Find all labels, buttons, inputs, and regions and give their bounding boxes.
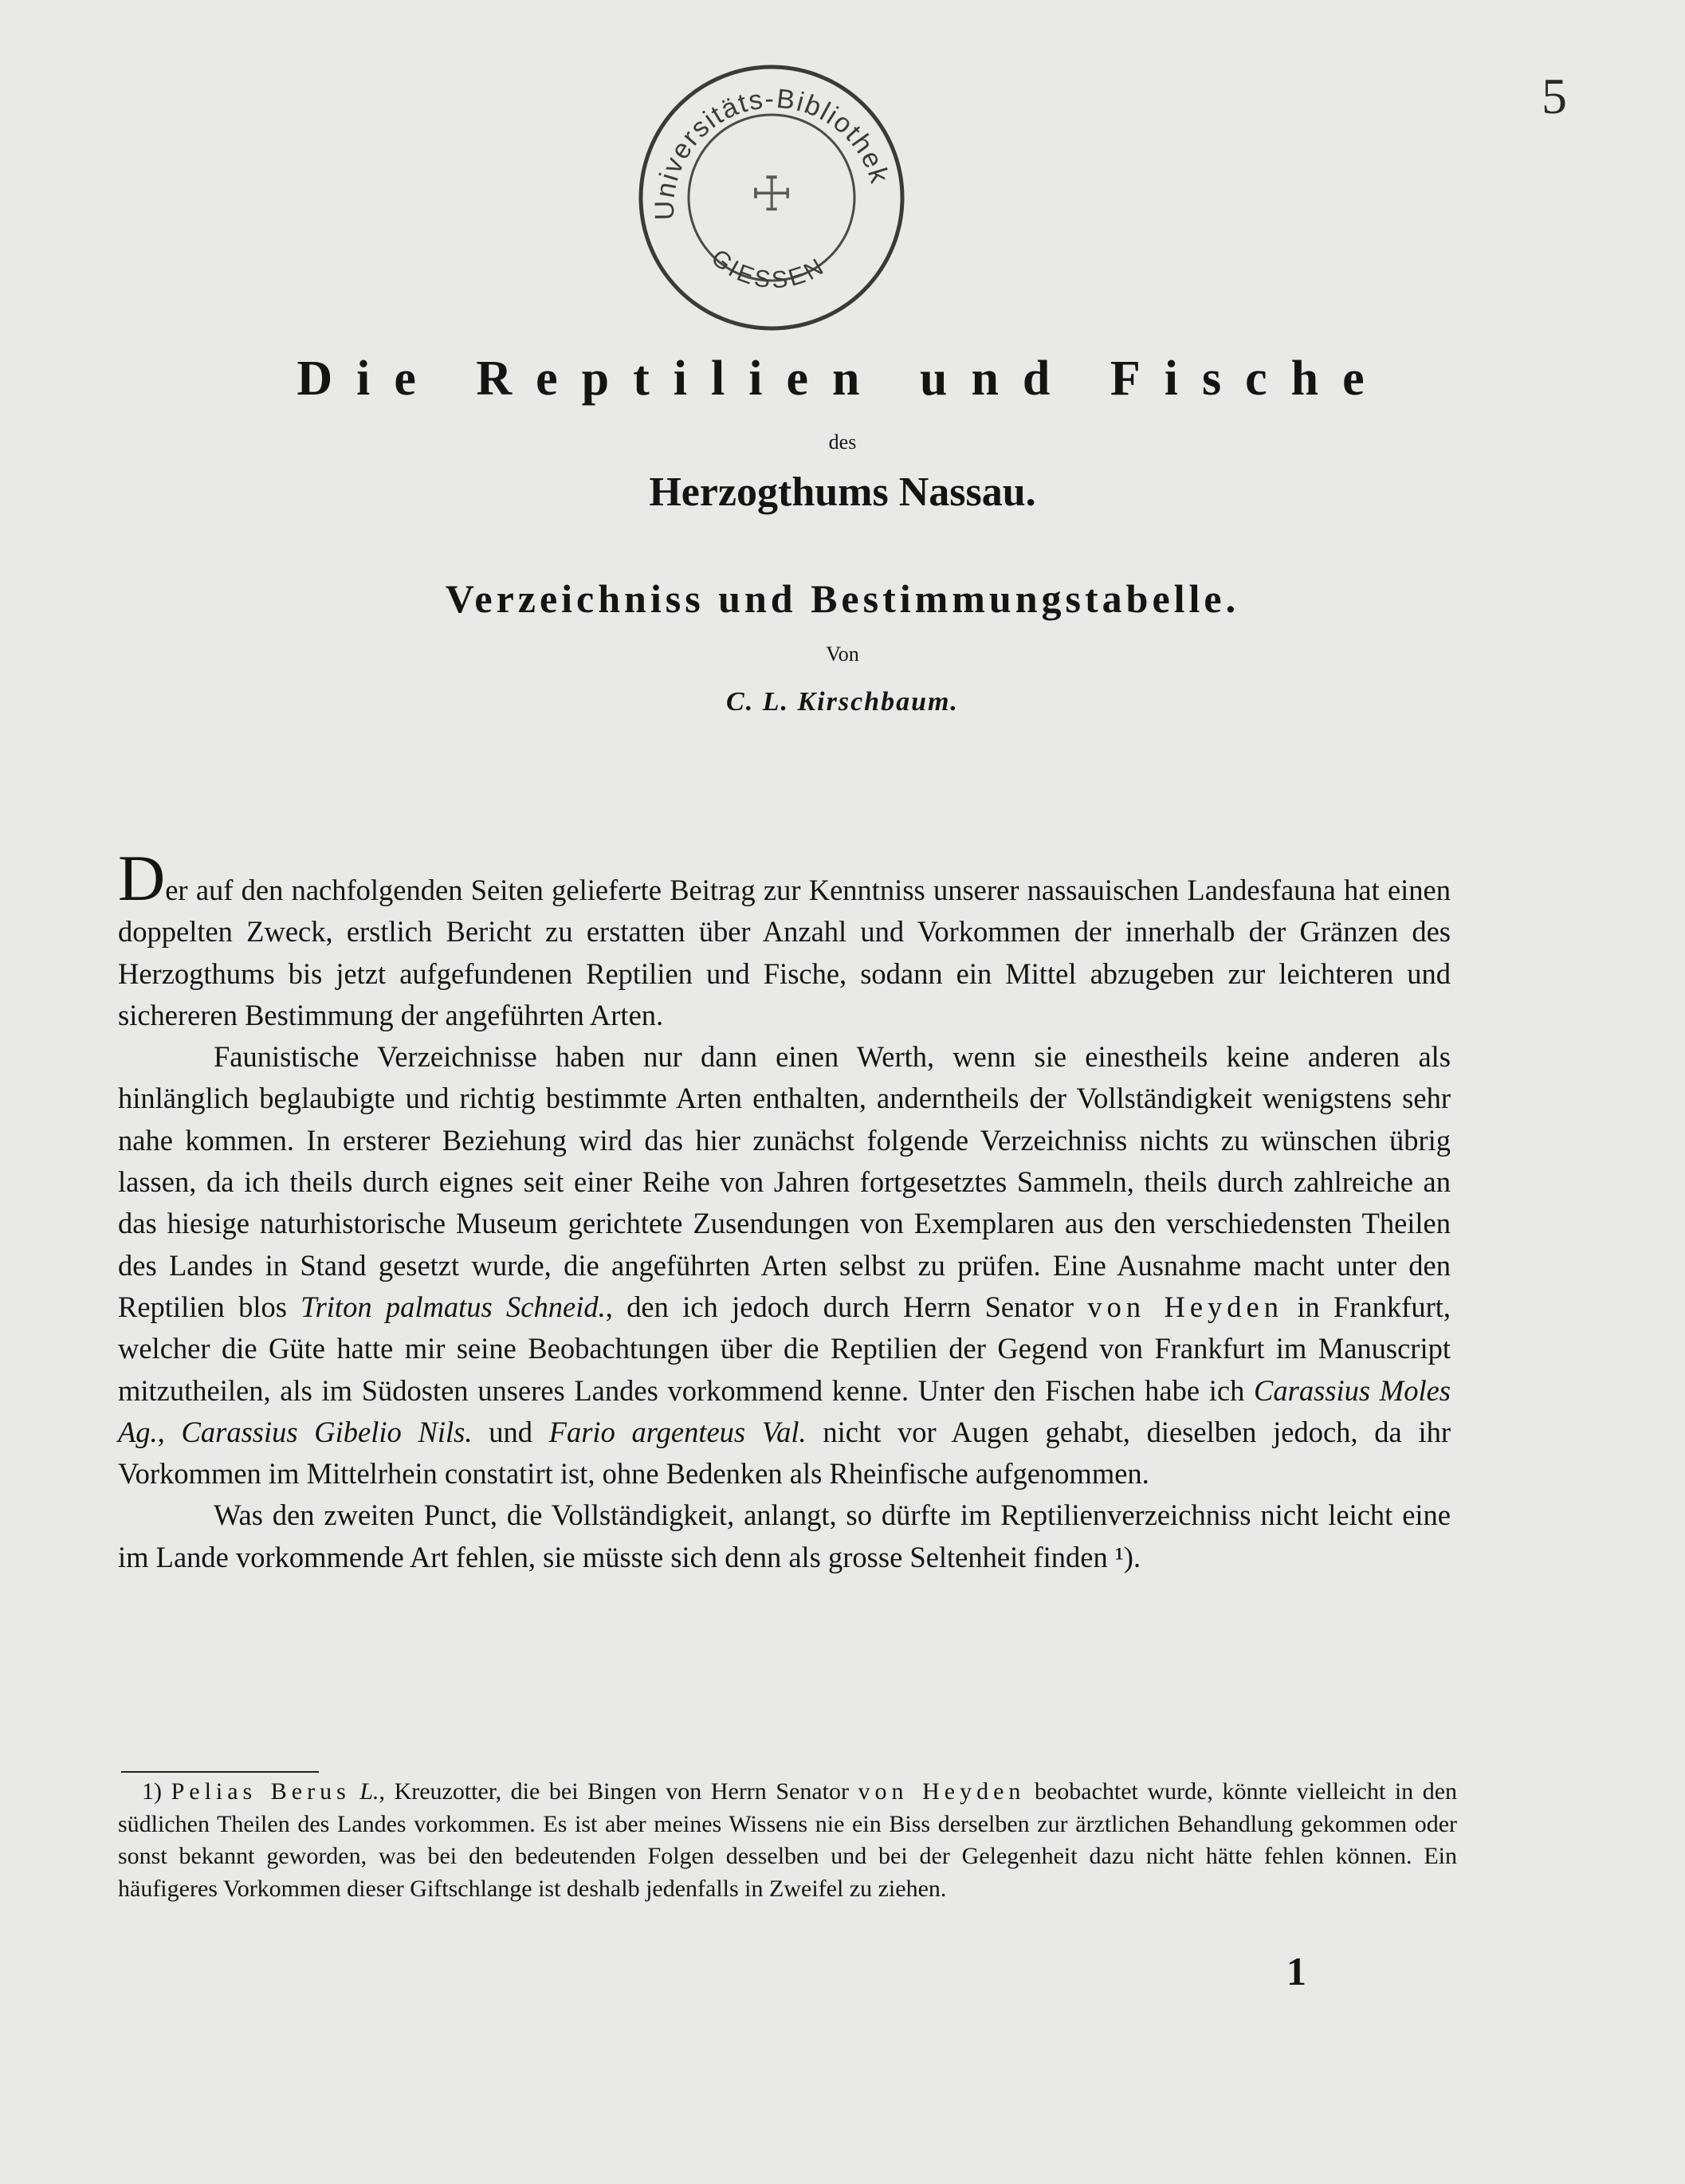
stamp-outer-text: Universitäts-Bibliothek (649, 83, 895, 221)
paragraph-2-text-b: , den ich jedoch durch Herrn Senator (605, 1290, 1088, 1323)
paragraph-2-text-c: in Frankfurt, welcher die Güte hatte mir seine Beobachtungen über die Reptilien der Gegend von Frankfurt im Manuscript mitzutheilen, als im Südosten unseres Landes vorkommend kenne. Unter den Fischen habe ich (118, 1290, 1451, 1407)
paragraph-2-text-e: nicht vor Augen gehabt, dieselben jedoch, da ihr Vorkommen im Mittelrhein constatirt ist, ohne Bedenken als Rheinfische aufgenommen. (118, 1415, 1451, 1491)
svg-text:GIESSEN (706, 245, 831, 294)
library-stamp (634, 61, 909, 335)
paragraph-2-text-a: Faunistische Verzeichnisse haben nur dann einen Werth, wenn sie einestheils keine anderen als hinlänglich beglaubigte und richtig bestimmte Arten enthalten, anderntheils der Vollständigkeit wenigstens sehr nahe kommen. In ersterer Beziehung wird das hier zunächst folgende Verzeichniss nichts zu wünschen übrig lassen, da ich theils durch eignes seit einer Reihe von Jahren fortgesetztes Sammeln, theils durch zahlreiche an das hiesige naturhistorische Museum gerichtete Zusendungen von Exemplaren aus den verschiedensten Theilen des Landes in Stand gesetzt wurde, die angeführten Arten selbst zu prüfen. Eine Ausnahme macht unter den Reptilien blos (118, 1040, 1451, 1323)
species-triton: Triton palmatus Schneid. (300, 1290, 606, 1323)
footnote-text-a: , Kreuzotter, die bei Bingen von Herrn Senator (379, 1778, 858, 1805)
paragraph-1-text: er auf den nachfolgenden Seiten gelieferte Beitrag zur Kenntniss unserer nassauischen Landesfauna hat einen doppelten Zweck, erstlich Bericht zu erstatten über Anzahl und Vorkommen der innerhalb der Gränzen des Herzogthums bis jetzt aufgefundenen Reptilien und Fische, sodann ein Mittel abzugeben zur leichteren und sichereren Bestimmung der angeführten Arten. (118, 874, 1451, 1031)
footnote-person-name: von Heyden (858, 1778, 1026, 1805)
page-number: 1 (1286, 1949, 1306, 1993)
title-von: Von (826, 642, 859, 666)
species-fario: Fario argenteus Val. (548, 1415, 807, 1448)
paragraph-1 (118, 842, 1451, 1036)
footnote-species: Pelias Berus (171, 1778, 351, 1805)
title-des: des (828, 430, 857, 454)
title-subject: Herzogthums Nassau. (649, 469, 1036, 515)
paragraph-2 (118, 1036, 1451, 1495)
footnote-text-b: beobachtet wurde, könnte vielleicht in den südlichen Theilen des Landes vorkommen. Es ist aber meines Wissens nie ein Biss derselben zur ärztlichen Behandlung gekommen oder sonst bekannt geworden, was bei den bedeutenden Folgen desselben und bei der Gelegenheit dazu nicht hätte fehlen können. Ein häufigeres Vorkommen dieser Giftschlange ist deshalb jedenfalls in Zweifel zu ziehen. (118, 1778, 1458, 1902)
corner-number: 5 (1542, 68, 1567, 124)
footnote-marker: 1) (142, 1778, 162, 1805)
body-text (118, 842, 1451, 1578)
person-name: von Heyden (1087, 1290, 1283, 1323)
author-name: C. L. Kirschbaum. (726, 687, 959, 717)
footnote-rule (121, 1771, 319, 1773)
drop-cap: D (118, 842, 166, 914)
stamp-inner-text: GIESSEN (705, 244, 831, 294)
paragraph-2-text-d: und (472, 1415, 549, 1448)
subtitle: Verzeichniss und Bestimmungstabelle. (445, 576, 1240, 621)
footnote-author-abbr: L. (359, 1778, 379, 1805)
paragraph-3: Was den zweiten Punct, die Vollständigkeit, anlangt, so dürfte im Reptilienverzeichniss nicht leicht eine im Lande vorkommende Art fehlen, sie müsste sich denn als grosse Seltenheit finden ¹). (118, 1499, 1451, 1573)
species-carassius: Carassius Moles Ag., Carassius Gibelio Nils. (118, 1373, 1451, 1448)
main-title: Die Reptilien und Fische (297, 352, 1388, 406)
svg-text:☩: ☩ (750, 168, 793, 221)
stamp-icon (634, 61, 909, 335)
footnote (118, 1776, 1457, 1905)
